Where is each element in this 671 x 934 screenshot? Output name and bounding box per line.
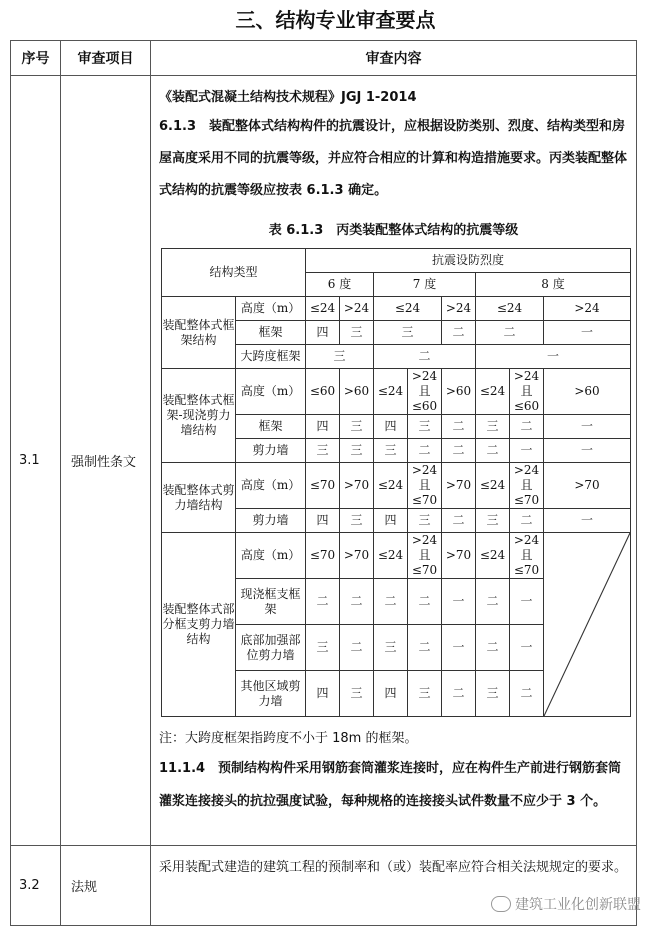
cell: >24 且≤70 [510, 463, 544, 509]
seismic-grade-table [161, 248, 631, 717]
row-content [151, 76, 637, 846]
cell: 三 [306, 439, 340, 463]
cell: 高度（m） [236, 369, 306, 415]
cell: 8 度 [476, 273, 631, 297]
cell: 一 [442, 579, 476, 625]
row-num: 3.1 [11, 76, 61, 846]
cell: 一 [476, 345, 631, 369]
cell: 四 [306, 509, 340, 533]
cell: 一 [544, 321, 631, 345]
cell: 四 [374, 509, 408, 533]
na-cell [544, 533, 631, 717]
watermark-text: 建筑工业化创新联盟 [515, 897, 641, 913]
cell: ≤70 [306, 463, 340, 509]
cell: 二 [340, 625, 374, 671]
cell: 底部加强部位剪力墙 [236, 625, 306, 671]
cell: 一 [510, 579, 544, 625]
cell: 四 [306, 415, 340, 439]
page-title: 三、结构专业审查要点 [235, 8, 436, 32]
cell: >24 [442, 297, 476, 321]
header-item: 审查项目 [61, 41, 151, 76]
cell: 二 [476, 439, 510, 463]
row-item: 法规 [61, 846, 151, 926]
cell: 二 [442, 415, 476, 439]
cell: ≤60 [306, 369, 340, 415]
watermark [491, 894, 641, 914]
cell: ≤24 [476, 369, 510, 415]
row-num: 3.2 [11, 846, 61, 926]
cell: 6 度 [306, 273, 374, 297]
cell: 二 [476, 321, 544, 345]
cell: 框架 [236, 321, 306, 345]
cell: 二 [510, 671, 544, 717]
cell: >60 [340, 369, 374, 415]
cell: 一 [544, 439, 631, 463]
cell: 二 [442, 439, 476, 463]
cell: >24 且≤70 [510, 533, 544, 579]
cell: 四 [306, 321, 340, 345]
cell: 现浇框支框架 [236, 579, 306, 625]
cell: 一 [544, 509, 631, 533]
cell: 三 [408, 415, 442, 439]
cell: 三 [476, 509, 510, 533]
cell: 高度（m） [236, 463, 306, 509]
cell: >70 [442, 463, 476, 509]
cell: 一 [442, 625, 476, 671]
cell: ≤24 [374, 297, 442, 321]
cell: 三 [374, 625, 408, 671]
cell: 四 [306, 671, 340, 717]
cell: 二 [442, 509, 476, 533]
cell: >24 [340, 297, 374, 321]
cell: 一 [544, 415, 631, 439]
standard-ref: 《装配式混凝土结构技术规程》JGJ 1-2014 [159, 90, 417, 105]
cell: 装配整体式框架-现浇剪力墙结构 [162, 369, 236, 463]
review-table [10, 40, 637, 926]
cell: 三 [340, 415, 374, 439]
cell: 高度（m） [236, 297, 306, 321]
cell: ≤24 [374, 463, 408, 509]
cell: 三 [340, 321, 374, 345]
cell: 三 [476, 415, 510, 439]
cell: 7 度 [374, 273, 476, 297]
cell: 四 [374, 671, 408, 717]
cell: >70 [544, 463, 631, 509]
cell: 二 [374, 345, 476, 369]
cell: ≤70 [306, 533, 340, 579]
cell: 二 [306, 579, 340, 625]
cell: 装配整体式框架结构 [162, 297, 236, 369]
cell: >70 [442, 533, 476, 579]
cell: 三 [374, 321, 442, 345]
cell: 二 [408, 439, 442, 463]
cell: 二 [442, 321, 476, 345]
cell: 二 [510, 509, 544, 533]
cell: 四 [374, 415, 408, 439]
clause-11-1-4: 11.1.4 预制结构构件采用钢筋套筒灌浆连接时，应在构件生产前进行钢筋套筒灌浆连接接头的抗拉强度试验，每种规格的连接接头试件数量不应少于 3 个。 [159, 761, 622, 809]
cell: 结构类型 [162, 249, 306, 297]
cell: 一 [510, 439, 544, 463]
cell: 三 [476, 671, 510, 717]
cell: 二 [510, 415, 544, 439]
table-note: 注：大跨度框架指跨度不小于 18m 的框架。 [159, 731, 418, 746]
header-num: 序号 [11, 41, 61, 76]
cell: 一 [510, 625, 544, 671]
header-content: 审查内容 [151, 41, 637, 76]
cell: 三 [374, 439, 408, 463]
cell: 框架 [236, 415, 306, 439]
cell: 抗震设防烈度 [306, 249, 631, 273]
header-row [11, 41, 637, 76]
cell: 三 [408, 671, 442, 717]
cell: 其他区域剪力墙 [236, 671, 306, 717]
cell: 三 [340, 509, 374, 533]
cell: ≤24 [374, 533, 408, 579]
cell: >24 且≤70 [408, 463, 442, 509]
cell: 三 [408, 509, 442, 533]
cell: >24 且≤60 [408, 369, 442, 415]
cell: 大跨度框架 [236, 345, 306, 369]
cell: ≤24 [306, 297, 340, 321]
cell: >60 [544, 369, 631, 415]
cell: 二 [408, 625, 442, 671]
cell: 装配整体式剪力墙结构 [162, 463, 236, 533]
table-row [11, 76, 637, 846]
cell: 剪力墙 [236, 509, 306, 533]
cell: ≤24 [476, 463, 510, 509]
cell: >24 且≤70 [408, 533, 442, 579]
diagonal-line [544, 533, 630, 716]
cell: 三 [306, 625, 340, 671]
cell: 二 [476, 625, 510, 671]
row-item: 强制性条文 [61, 76, 151, 846]
cell: ≤24 [476, 533, 510, 579]
cell: 三 [340, 671, 374, 717]
cell: 装配整体式部分框支剪力墙结构 [162, 533, 236, 717]
table-caption: 表 6.1.3 丙类装配整体式结构的抗震等级 [268, 223, 519, 238]
cell: 二 [408, 579, 442, 625]
cell: ≤24 [374, 369, 408, 415]
wechat-icon [491, 896, 511, 912]
cell: 高度（m） [236, 533, 306, 579]
cell: 剪力墙 [236, 439, 306, 463]
cell: 三 [306, 345, 374, 369]
regulation-text: 采用装配式建造的建筑工程的预制率和（或）装配率应符合相关法规规定的要求。 [159, 860, 628, 875]
cell: 二 [374, 579, 408, 625]
cell: 二 [340, 579, 374, 625]
cell: >24 且≤60 [510, 369, 544, 415]
cell: >24 [544, 297, 631, 321]
cell: >70 [340, 533, 374, 579]
cell: 二 [442, 671, 476, 717]
cell: 三 [340, 439, 374, 463]
cell: ≤24 [476, 297, 544, 321]
cell: >60 [442, 369, 476, 415]
clause-6-1-3: 6.1.3 装配整体式结构构件的抗震设计，应根据设防类别、烈度、结构类型和房屋高度采用不同的抗震等级，并应符合相应的计算和构造措施要求。丙类装配整体式结构的抗震等级应按表 6.1.3 确定。 [159, 119, 628, 198]
cell: 二 [476, 579, 510, 625]
cell: >70 [340, 463, 374, 509]
